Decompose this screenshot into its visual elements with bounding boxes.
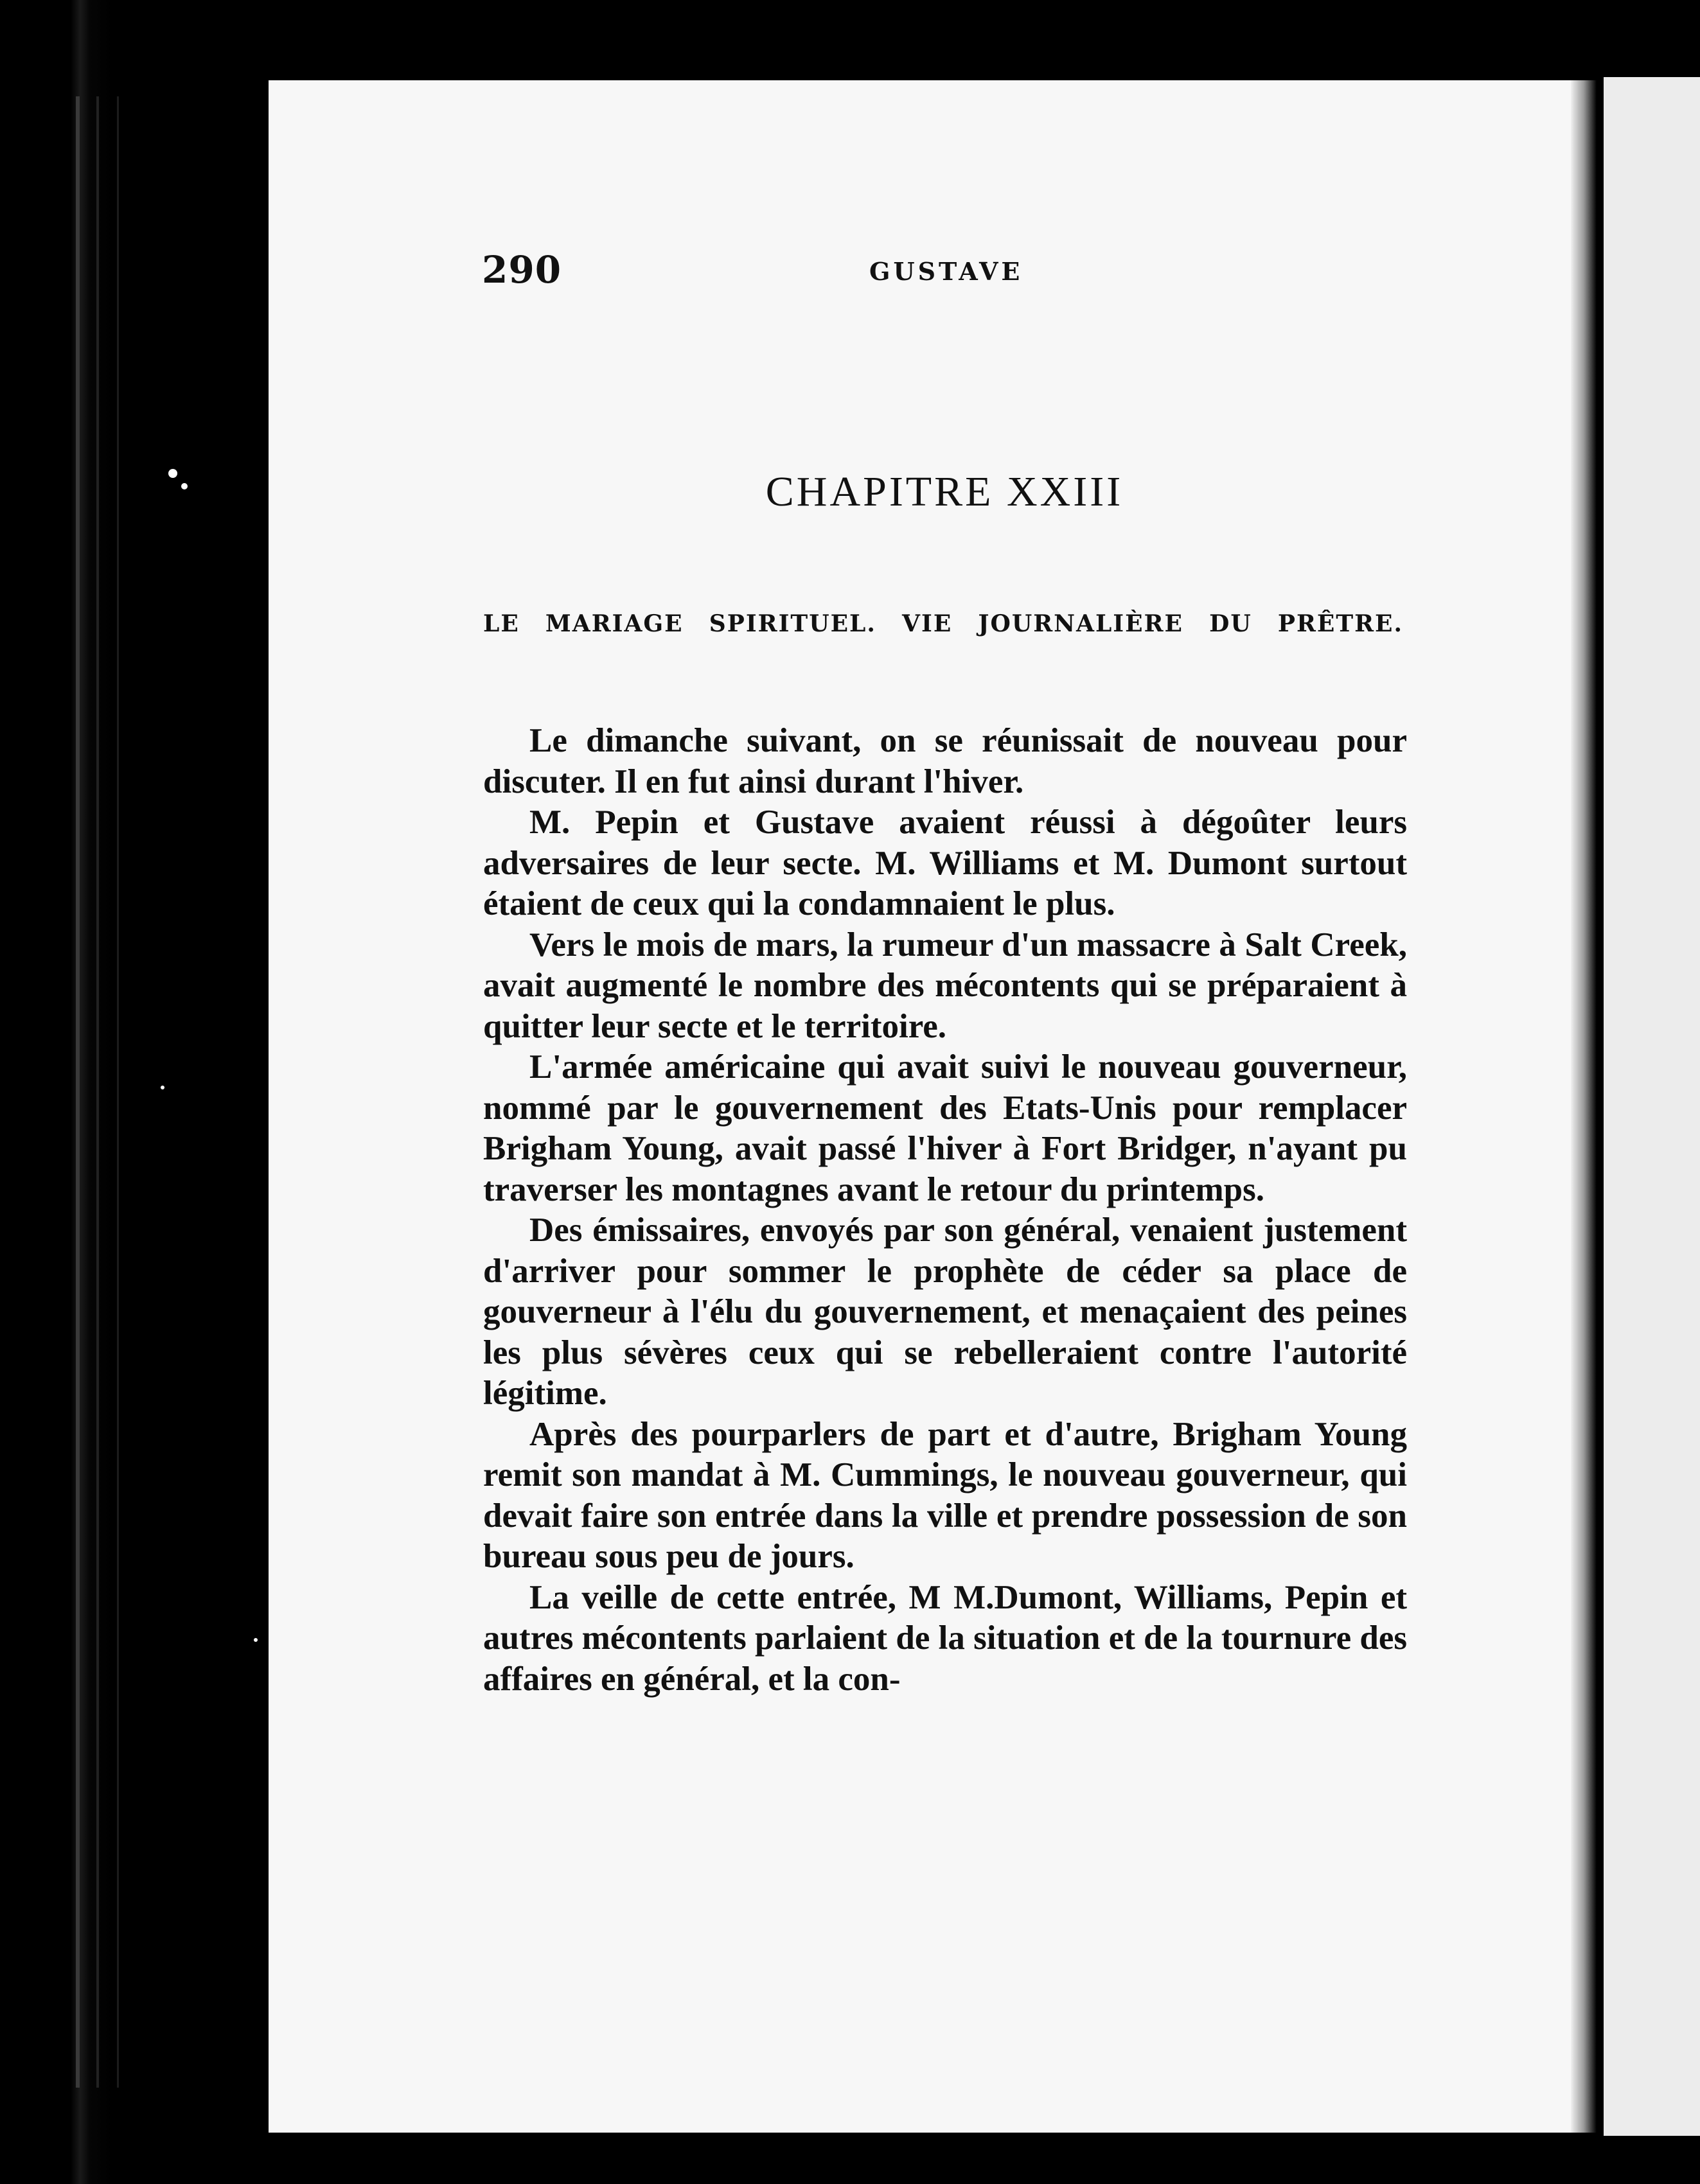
chapter-title: CHAPITRE XXIII [765, 468, 1124, 515]
book-binding-edge [0, 0, 270, 2184]
paragraph: Des émissaires, envoyés par son général, venaient justement d'arriver pour sommer le prophète de céder sa place de gouverneur à l'élu du gouvernement, et menaçaient des peines les plus sévères ceux qui se rebelleraient contre l'autorité légitime. [483, 1211, 1407, 1412]
running-title: GUSTAVE [869, 257, 1023, 286]
paragraph: Vers le mois de mars, la rumeur d'un massacre à Salt Creek, avait augmenté le nombre des mécontents qui se préparaient à quitter leur secte et le territoire. [483, 926, 1407, 1045]
chapter-subtitle: LE MARIAGE SPIRITUEL. VIE JOURNALIÈRE DU PRÊTRE. [483, 610, 1403, 637]
paragraph: Après des pourparlers de part et d'autre, Brigham Young remit son mandat à M. Cummings, le nouveau gouverneur, qui devait faire son entrée dans la ville et prendre possession de son bureau sous peu de jours. [483, 1415, 1407, 1575]
paragraph: M. Pepin et Gustave avaient réussi à dégoûter leurs adversaires de leur secte. M. Williams et M. Dumont surtout étaient de ceux qui la condamnaient le plus. [483, 804, 1407, 922]
paragraph: L'armée américaine qui avait suivi le nouveau gouverneur, nommé par le gouvernement des Etats-Unis pour remplacer Brigham Young, avait passé l'hiver à Fort Bridger, n'ayant pu traverser les montagnes avant le retour du printemps. [483, 1048, 1407, 1208]
scan-speck [168, 469, 177, 478]
scan-speck [254, 1638, 258, 1642]
adjacent-page-edge [1598, 77, 1700, 2136]
running-head [482, 248, 1407, 293]
paragraph: La veille de cette entrée, M M.Dumont, Williams, Pepin et autres mécontents parlaient de la situation et de la tournure des affaires en général, et la con- [483, 1578, 1407, 1698]
scan-speck [161, 1086, 164, 1089]
binding-line [96, 96, 99, 2088]
scan-speck [181, 483, 188, 489]
page-gutter-shadow [1571, 80, 1597, 2133]
binding-line [76, 96, 80, 2088]
binding-line [117, 96, 119, 2088]
page-number: 290 [482, 248, 562, 292]
paragraph: Le dimanche suivant, on se réunissait de nouveau pour discuter. Il en fut ainsi durant l'hiver. [483, 722, 1407, 800]
body-text [483, 721, 1407, 1700]
